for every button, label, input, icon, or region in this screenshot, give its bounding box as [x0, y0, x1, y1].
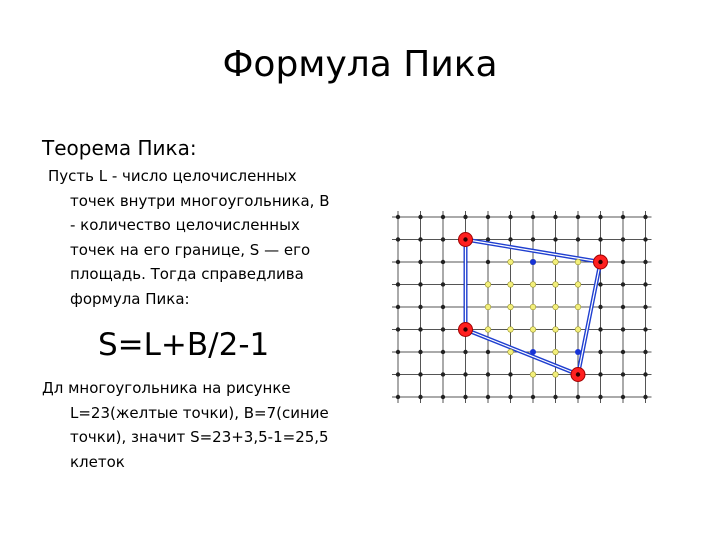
example-line: точки), значит S=23+3,5-1=25,5	[70, 428, 329, 446]
lattice-point	[396, 260, 400, 264]
lattice-point	[621, 237, 625, 241]
example-line: L=23(желтые точки), B=7(синие	[70, 403, 329, 422]
interior-point	[553, 349, 559, 355]
polygon-vertex-center	[463, 237, 467, 241]
lattice-point	[621, 350, 625, 354]
lattice-point	[621, 215, 625, 219]
theorem-line: точек на его границе, S — его	[70, 240, 311, 259]
slide-title: Формула Пика	[222, 44, 498, 85]
lattice-point	[418, 305, 422, 309]
example-explanation	[42, 376, 362, 474]
interior-point	[508, 282, 514, 288]
lattice-point	[621, 372, 625, 376]
lattice-point	[643, 215, 647, 219]
boundary-point	[530, 259, 536, 265]
lattice-point	[576, 237, 580, 241]
lattice-point	[598, 372, 602, 376]
interior-point	[530, 282, 536, 288]
lattice-point	[621, 260, 625, 264]
polygon-vertex-center	[576, 372, 580, 376]
lattice-point	[643, 260, 647, 264]
lattice-point	[598, 350, 602, 354]
lattice-point	[621, 327, 625, 331]
interior-point	[553, 259, 559, 265]
lattice-point	[643, 305, 647, 309]
lattice-point	[508, 237, 512, 241]
lattice-point	[396, 350, 400, 354]
lattice-point	[621, 282, 625, 286]
lattice-point	[441, 260, 445, 264]
lattice-point	[598, 237, 602, 241]
lattice-point	[621, 395, 625, 399]
lattice-point	[396, 215, 400, 219]
interior-point	[553, 282, 559, 288]
interior-point	[575, 282, 581, 288]
lattice-point	[643, 282, 647, 286]
lattice-point	[441, 237, 445, 241]
boundary-point	[575, 349, 581, 355]
interior-point	[508, 349, 514, 355]
polygon-vertex-center	[598, 260, 602, 264]
lattice-point	[463, 395, 467, 399]
lattice-point	[463, 215, 467, 219]
lattice-point	[418, 282, 422, 286]
theorem-line: точек внутри многоугольника, B	[70, 191, 330, 210]
theorem-line: формула Пика:	[70, 289, 190, 308]
lattice-point	[441, 215, 445, 219]
lattice-point	[486, 372, 490, 376]
lattice-point	[643, 395, 647, 399]
lattice-point	[576, 215, 580, 219]
theorem-line: площадь. Тогда справедлива	[70, 265, 304, 283]
lattice-point	[508, 215, 512, 219]
lattice-point	[396, 327, 400, 331]
lattice-point	[553, 237, 557, 241]
lattice-point	[418, 372, 422, 376]
lattice-point	[486, 215, 490, 219]
lattice-point	[418, 350, 422, 354]
interior-point	[575, 304, 581, 310]
lattice-point	[576, 395, 580, 399]
lattice-point	[486, 260, 490, 264]
lattice-point	[486, 395, 490, 399]
interior-point	[485, 304, 491, 310]
lattice-point	[441, 350, 445, 354]
lattice-point	[598, 282, 602, 286]
lattice-point	[553, 215, 557, 219]
lattice-point	[643, 350, 647, 354]
lattice-point	[418, 237, 422, 241]
lattice-point	[553, 395, 557, 399]
lattice-point	[418, 260, 422, 264]
lattice-point	[441, 372, 445, 376]
lattice-point	[396, 282, 400, 286]
lattice-point	[643, 327, 647, 331]
lattice-point	[621, 305, 625, 309]
lattice-point	[598, 327, 602, 331]
pick-formula: S=L+B/2-1	[98, 327, 270, 363]
lattice-point	[418, 327, 422, 331]
lattice-point	[441, 327, 445, 331]
interior-point	[553, 372, 559, 378]
interior-point	[530, 372, 536, 378]
lattice-point	[598, 395, 602, 399]
lattice-point	[418, 215, 422, 219]
lattice-polygon-figure	[388, 205, 668, 405]
interior-point	[508, 327, 514, 333]
theorem-statement	[48, 164, 358, 311]
theorem-line: Пусть L - число целочисленных	[48, 167, 297, 185]
boundary-point	[530, 349, 536, 355]
lattice-point	[396, 237, 400, 241]
lattice-point	[598, 215, 602, 219]
lattice-point	[463, 372, 467, 376]
lattice-point	[396, 305, 400, 309]
lattice-point	[441, 305, 445, 309]
interior-point	[553, 304, 559, 310]
lattice-point	[531, 215, 535, 219]
interior-point	[485, 327, 491, 333]
polygon-vertex-center	[463, 327, 467, 331]
interior-point	[508, 259, 514, 265]
interior-point	[530, 304, 536, 310]
lattice-point	[643, 372, 647, 376]
lattice-point	[531, 237, 535, 241]
interior-point	[508, 304, 514, 310]
example-line: клеток	[70, 452, 125, 471]
example-line: Дл многоугольника на рисунке	[42, 379, 291, 397]
lattice-point	[643, 237, 647, 241]
theorem-line: - количество целочисленных	[70, 216, 300, 234]
lattice-point	[441, 395, 445, 399]
lattice-point	[598, 305, 602, 309]
lattice-point	[531, 395, 535, 399]
interior-point	[575, 259, 581, 265]
interior-point	[530, 327, 536, 333]
interior-point	[553, 327, 559, 333]
interior-point	[485, 282, 491, 288]
theorem-heading: Теорема Пика:	[42, 136, 197, 160]
lattice-point	[396, 395, 400, 399]
lattice-point	[396, 372, 400, 376]
lattice-point	[508, 372, 512, 376]
lattice-point	[463, 350, 467, 354]
lattice-point	[441, 282, 445, 286]
interior-point	[575, 327, 581, 333]
lattice-point	[418, 395, 422, 399]
lattice-point	[508, 395, 512, 399]
lattice-point	[486, 350, 490, 354]
